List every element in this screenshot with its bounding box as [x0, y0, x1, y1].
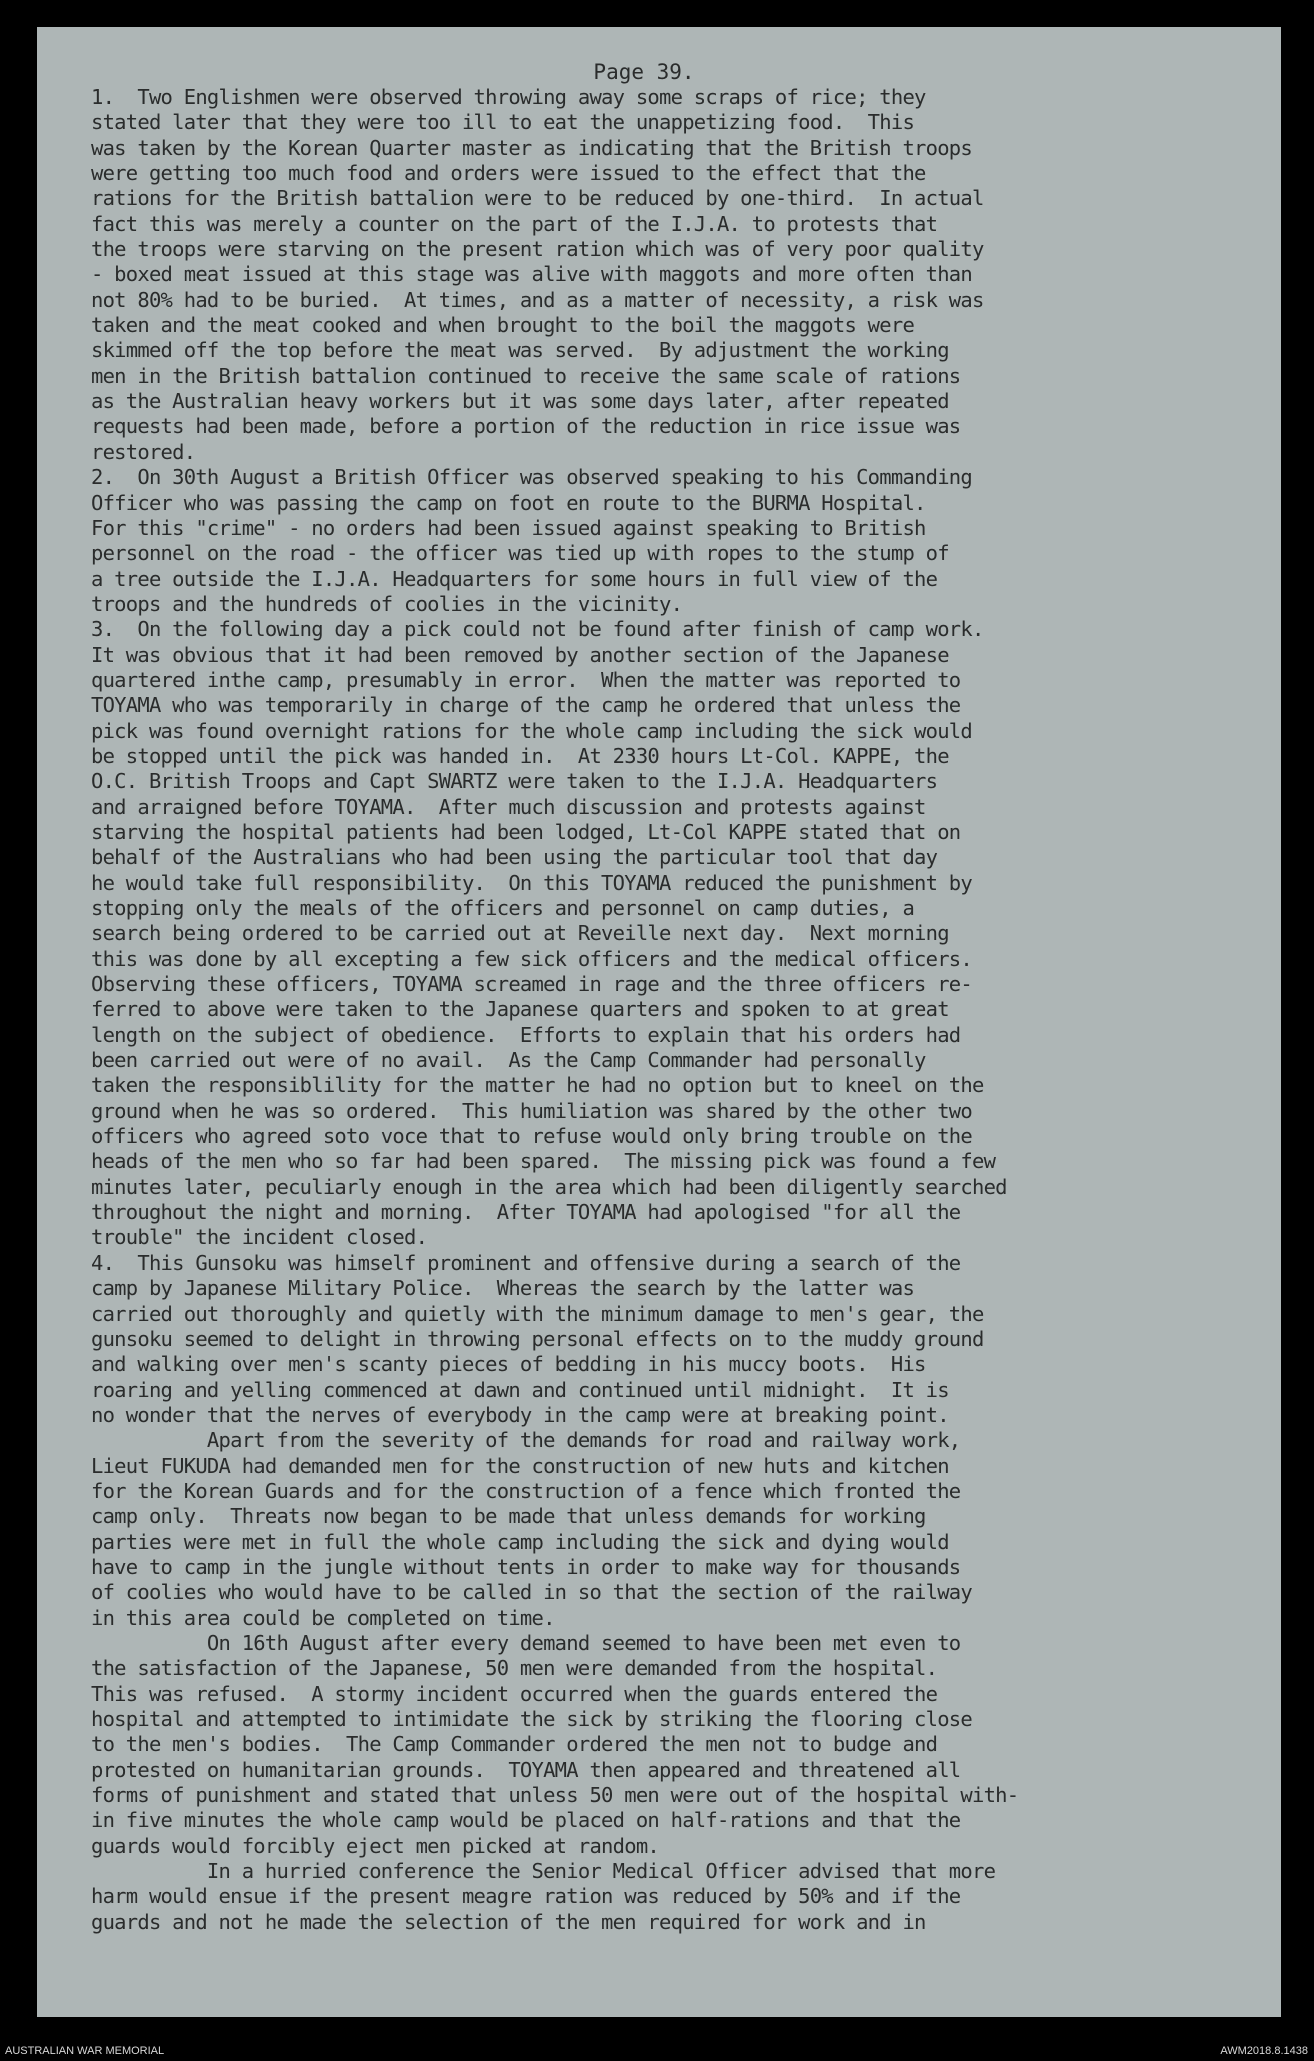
- text-line: rations for the British battalion were to be reduced by one-third. In actual: [91, 186, 984, 211]
- text-line: fact this was merely a counter on the part of the I.J.A. to protests that: [91, 211, 938, 236]
- text-line: 2. On 30th August a British Officer was observed speaking to his Commanding: [91, 465, 972, 490]
- text-line: and walking over men's scanty pieces of bedding in his muccy boots. His: [91, 1352, 926, 1377]
- text-line: camp by Japanese Military Police. Whereas the search by the latter was: [91, 1276, 915, 1301]
- text-line: starving the hospital patients had been lodged, Lt-Col KAPPE stated that on: [91, 819, 961, 844]
- text-line: harm would ensue if the present meagre ration was reduced by 50% and if the: [91, 1884, 961, 1909]
- text-line: officers who agreed soto voce that to refuse would only bring trouble on the: [91, 1124, 972, 1149]
- text-line: This was refused. A stormy incident occurred when the guards entered the: [91, 1681, 938, 1706]
- text-line: guards would forcibly eject men picked at random.: [91, 1833, 660, 1858]
- text-line: skimmed off the top before the meat was served. By adjustment the working: [91, 338, 949, 363]
- text-line: gunsoku seemed to delight in throwing personal effects on to the muddy ground: [91, 1326, 984, 1351]
- text-line: forms of punishment and stated that unless 50 men were out of the hospital with-: [91, 1783, 1019, 1808]
- text-line: no wonder that the nerves of everybody in the camp were at breaking point.: [91, 1402, 949, 1427]
- text-line: been carried out were of no avail. As the Camp Commander had personally: [91, 1048, 926, 1073]
- text-line: for the Korean Guards and for the construction of a fence which fronted the: [91, 1478, 961, 1503]
- text-line: trouble" the incident closed.: [91, 1225, 428, 1250]
- text-line: Officer who was passing the camp on foot en route to the BURMA Hospital.: [91, 490, 926, 515]
- text-line: O.C. British Troops and Capt SWARTZ were taken to the I.J.A. Headquarters: [91, 769, 938, 794]
- text-line: Observing these officers, TOYAMA screamed in rage and the three officers re-: [91, 972, 972, 997]
- text-line: ground when he was so ordered. This humiliation was shared by the other two: [91, 1098, 972, 1123]
- page-number: Page 39.: [593, 60, 695, 84]
- text-line: of coolies who would have to be called in so that the section of the railway: [91, 1580, 972, 1605]
- text-line: were getting too much food and orders were issued to the effect that the: [91, 161, 926, 186]
- text-line: in five minutes the whole camp would be placed on half-rations and that the: [91, 1808, 961, 1833]
- text-line: throughout the night and morning. After TOYAMA had apologised "for all the: [91, 1200, 961, 1225]
- text-line: stopping only the meals of the officers and personnel on camp duties, a: [91, 896, 915, 920]
- text-line: behalf of the Australians who had been using the particular tool that day: [91, 845, 938, 870]
- document-body: [91, 85, 1257, 1935]
- text-line: camp only. Threats now began to be made that unless demands for working: [91, 1504, 926, 1529]
- text-line: have to camp in the jungle without tents in order to make way for thousands: [91, 1554, 961, 1579]
- text-line: he would take full responsibility. On this TOYAMA reduced the punishment by: [91, 870, 972, 895]
- text-line: Lieut FUKUDA had demanded men for the construction of new huts and kitchen: [91, 1453, 949, 1478]
- text-line: personnel on the road - the officer was tied up with ropes to the stump of: [91, 541, 949, 566]
- text-line: troops and the hundreds of coolies in the vicinity.: [91, 591, 683, 616]
- footer-reference-number: AWM2018.8.1438: [1220, 2045, 1308, 2057]
- text-line: TOYAMA who was temporarily in charge of the camp he ordered that unless the: [91, 693, 961, 718]
- text-line: taken and the meat cooked and when brought to the boil the maggots were: [91, 313, 915, 338]
- text-line: and arraigned before TOYAMA. After much discussion and protests against: [91, 794, 926, 819]
- footer: [0, 2040, 1314, 2061]
- text-line: the troops were starving on the present ration which was of very poor quality: [91, 237, 984, 262]
- footer-archive-name: AUSTRALIAN WAR MEMORIAL: [5, 2045, 165, 2057]
- text-line: as the Australian heavy workers but it was some days later, after repeated: [91, 389, 949, 414]
- text-line: guards and not he made the selection of the men required for work and in: [91, 1909, 926, 1934]
- text-line: search being ordered to be carried out at Reveille next day. Next morning: [91, 921, 949, 946]
- text-line: not 80% had to be buried. At times, and as a matter of necessity, a risk was: [91, 287, 984, 312]
- text-line: stated later that they were too ill to eat the unappetizing food. This: [91, 110, 915, 135]
- text-line: length on the subject of obedience. Efforts to explain that his orders had: [91, 1022, 961, 1047]
- text-line: ferred to above were taken to the Japanese quarters and spoken to at great: [91, 997, 949, 1022]
- text-line: this was done by all excepting a few sick officers and the medical officers.: [91, 946, 972, 971]
- text-line: in this area could be completed on time.: [91, 1605, 555, 1630]
- text-line: the satisfaction of the Japanese, 50 men were demanded from the hospital.: [91, 1656, 938, 1681]
- document-page: [37, 27, 1281, 2017]
- text-line: parties were met in full the whole camp including the sick and dying would: [91, 1529, 949, 1554]
- text-line: 4. This Gunsoku was himself prominent and offensive during a search of the: [91, 1250, 961, 1275]
- text-line: restored.: [91, 439, 196, 464]
- text-line: In a hurried conference the Senior Medical Officer advised that more: [91, 1859, 996, 1884]
- text-line: On 16th August after every demand seemed to have been met even to: [91, 1630, 961, 1655]
- text-line: pick was found overnight rations for the whole camp including the sick would: [91, 718, 972, 743]
- text-line: For this "crime" - no orders had been issued against speaking to British: [91, 515, 926, 540]
- text-line: 3. On the following day a pick could not be found after finish of camp work.: [91, 617, 984, 642]
- text-line: be stopped until the pick was handed in. At 2330 hours Lt-Col. KAPPE, the: [91, 743, 949, 768]
- text-line: hospital and attempted to intimidate the sick by striking the flooring close: [91, 1707, 972, 1731]
- text-line: carried out thoroughly and quietly with the minimum damage to men's gear, the: [91, 1301, 984, 1326]
- text-line: to the men's bodies. The Camp Commander ordered the men not to budge and: [91, 1732, 938, 1757]
- text-line: quartered inthe camp, presumably in error. When the matter was reported to: [91, 667, 961, 692]
- text-line: was taken by the Korean Quarter master as indicating that the British troops: [91, 135, 972, 160]
- text-line: It was obvious that it had been removed by another section of the Japanese: [91, 642, 949, 667]
- text-line: protested on humanitarian grounds. TOYAMA then appeared and threatened all: [91, 1757, 961, 1782]
- text-line: heads of the men who so far had been spared. The missing pick was found a few: [91, 1149, 996, 1174]
- text-line: a tree outside the I.J.A. Headquarters for some hours in full view of the: [91, 566, 938, 591]
- text-line: Apart from the severity of the demands for road and railway work,: [91, 1428, 961, 1453]
- text-line: - boxed meat issued at this stage was alive with maggots and more often than: [91, 262, 972, 287]
- text-line: roaring and yelling commenced at dawn and continued until midnight. It is: [91, 1377, 949, 1402]
- text-line: requests had been made, before a portion of the reduction in rice issue was: [91, 414, 961, 439]
- text-line: men in the British battalion continued to receive the same scale of rations: [91, 363, 961, 388]
- text-line: taken the responsiblility for the matter he had no option but to kneel on the: [91, 1073, 984, 1098]
- text-line: minutes later, peculiarly enough in the area which had been diligently searched: [91, 1174, 1007, 1199]
- text-line: 1. Two Englishmen were observed throwing away some scraps of rice; they: [91, 85, 926, 109]
